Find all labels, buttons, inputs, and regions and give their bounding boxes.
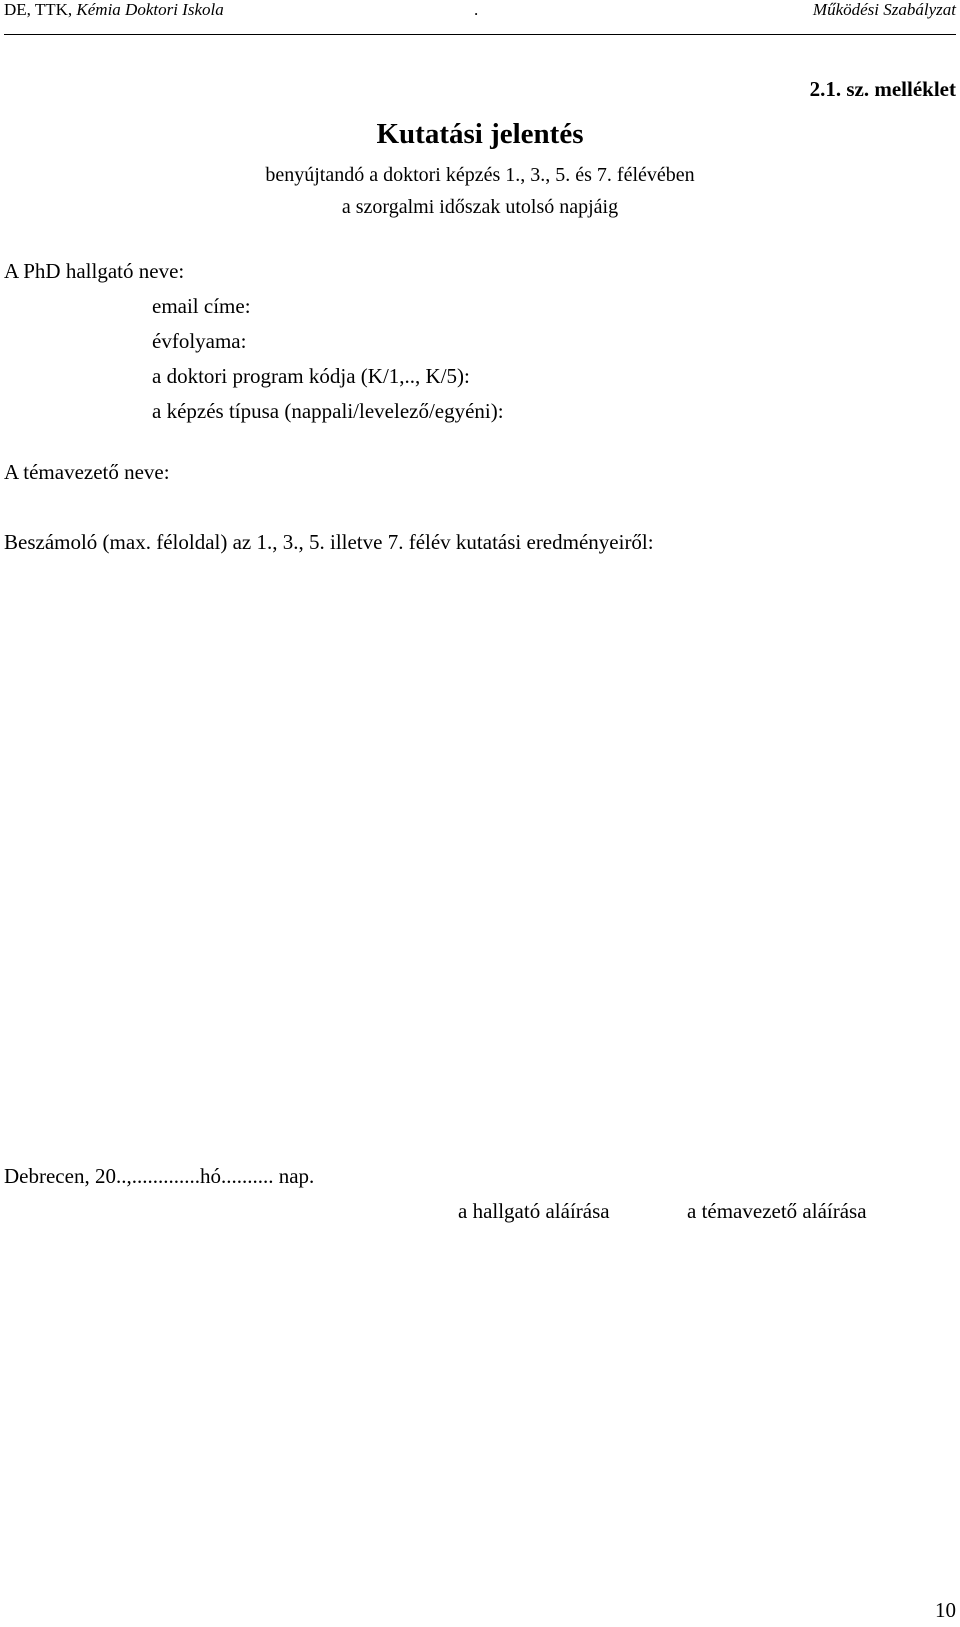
supervisor-signature-label: a témavezető aláírása xyxy=(687,1199,867,1223)
header-right: Működési Szabályzat xyxy=(812,0,956,19)
page-number: 10 xyxy=(935,1598,956,1622)
page-title: Kutatási jelentés xyxy=(376,118,584,150)
header-left xyxy=(4,0,224,20)
report-label: Beszámoló (max. féloldal) az 1., 3., 5. illetve 7. félév kutatási eredményeiről: xyxy=(4,530,654,554)
field-supervisor-name: A témavezető neve: xyxy=(4,460,170,484)
field-email: email címe: xyxy=(152,294,251,318)
field-year: évfolyama: xyxy=(152,329,247,353)
header-school: Kémia Doktori Iskola xyxy=(76,0,224,19)
header-faculty: DE, TTK, xyxy=(4,0,77,19)
place-date-line: Debrecen, 20..,.............hó.......... nap. xyxy=(4,1164,315,1188)
header-center-mark: . xyxy=(474,0,479,19)
field-student-name: A PhD hallgató neve: xyxy=(4,259,185,283)
student-signature-label: a hallgató aláírása xyxy=(458,1199,610,1223)
field-program-code: a doktori program kódja (K/1,.., K/5): xyxy=(152,364,470,388)
annex-label: 2.1. sz. melléklet xyxy=(809,77,956,101)
header-rule xyxy=(4,34,956,35)
subtitle-line-2: a szorgalmi időszak utolsó napjáig xyxy=(341,196,619,218)
field-training-type: a képzés típusa (nappali/levelező/egyéni): xyxy=(152,399,504,423)
subtitle-line-1: benyújtandó a doktori képzés 1., 3., 5. és 7. félévében xyxy=(265,164,695,186)
